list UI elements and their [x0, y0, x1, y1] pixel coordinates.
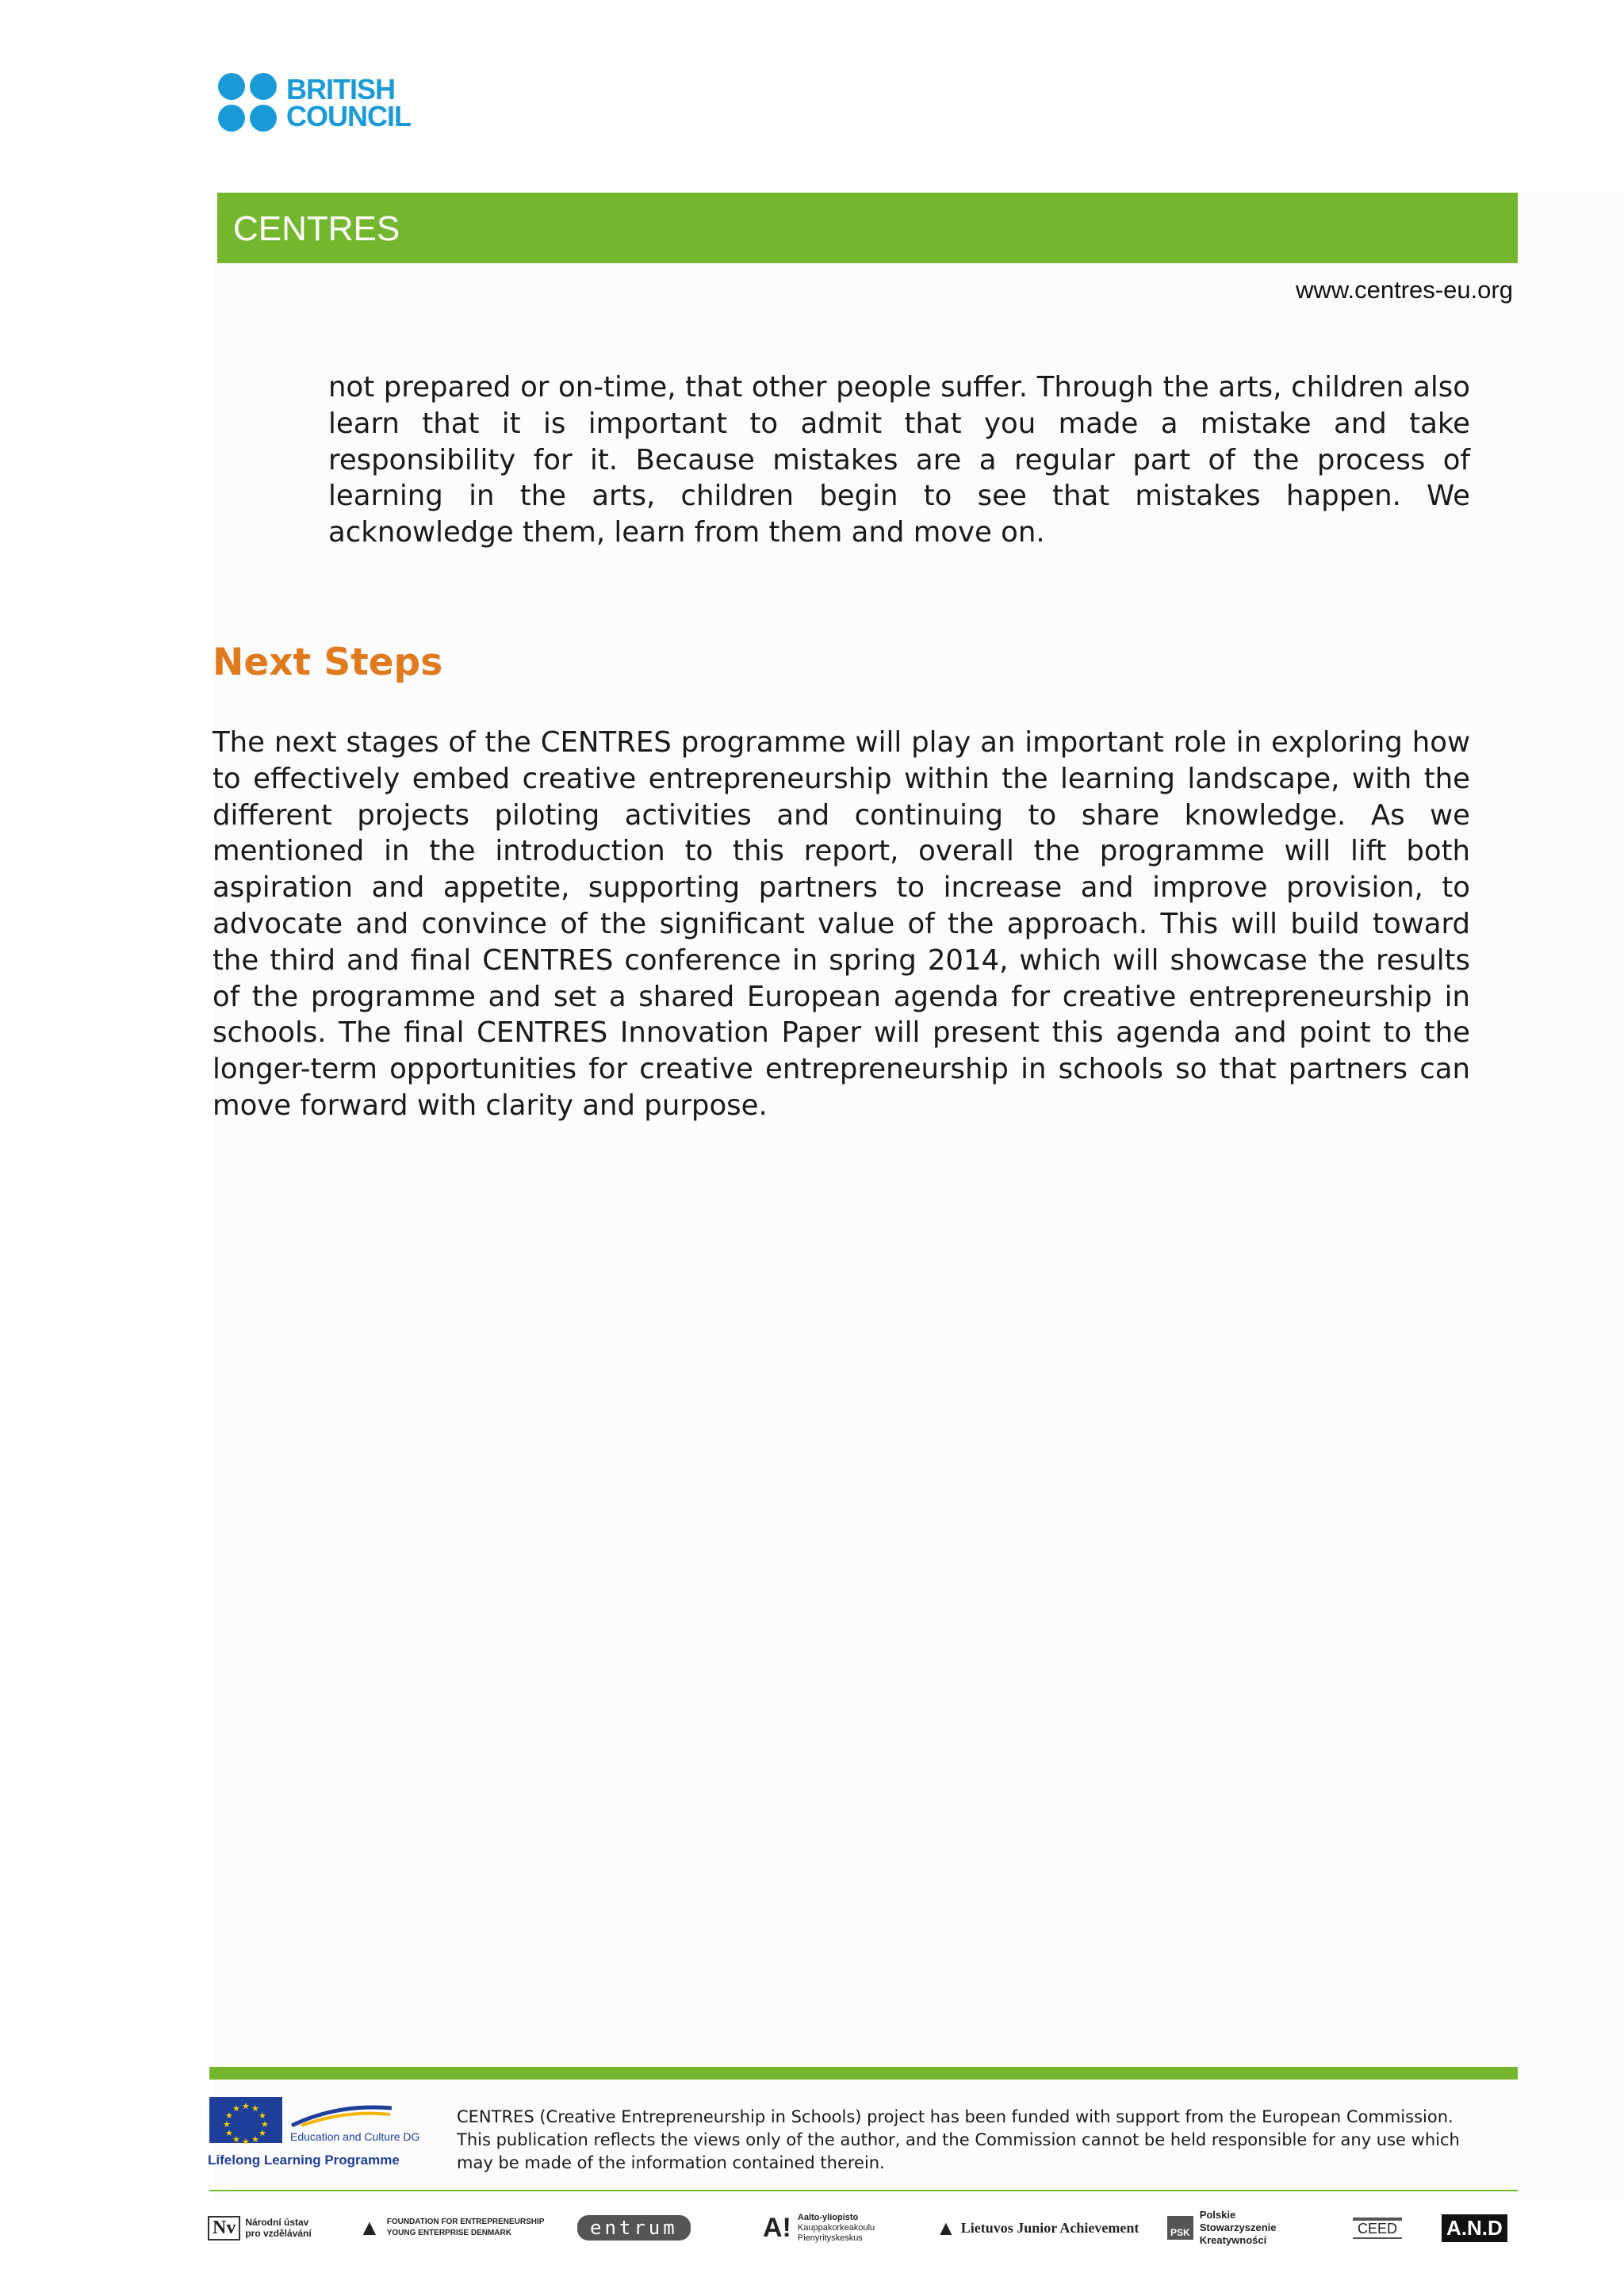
- main-paragraph: The next stages of the CENTRES programme will play an important role in exploring how to effectively embed creative entrepreneurship within the learning landscape, with the different projects piloting activities and continuing to share knowledge. As we mentioned in the introduction to this report, overall the programme will lift both aspiration and appetite, supporting partners to increase and improve provision, to advocate and convince of the significant value of the approach. This will build toward the third and final CENTRES conference in spring 2014, which will showcase the results of the programme and set a shared European agenda for creative entrepreneurship in schools. The final CENTRES Innovation Paper will present this agenda and point to the longer-term opportunities for creative entrepreneurship in schools so that partners can move forward with clarity and purpose.: [213, 726, 1470, 1122]
- intro-paragraph: not prepared or on-time, that other people suffer. Through the arts, children also learn that it is important to admit that you made a mistake and take responsibility for it. Because mistakes are a regular part of the process of learning in the arts, children begin to see that mistakes happen. We acknowledge them, learn from them and move on.: [328, 371, 1470, 549]
- partner-ffe-logo: [358, 2202, 549, 2253]
- footer-thin-divider: [209, 2190, 1518, 2191]
- partner-entrum-logo: [577, 2202, 704, 2253]
- lifelong-learning-label: Lifelong Learning Programme: [208, 2152, 400, 2168]
- eu-flag-icon: ★ ★ ★ ★ ★ ★ ★ ★ ★ ★ ★ ★: [209, 2097, 282, 2143]
- logo-line-1: BRITISH: [286, 73, 395, 105]
- nuv-line-2: pro vzdělávání: [245, 2228, 312, 2239]
- partner-ceed-logo: [1334, 2202, 1421, 2253]
- document-title: CENTRES: [233, 209, 400, 248]
- ffe-line-2: YOUNG ENTERPRISE DENMARK: [386, 2229, 511, 2237]
- partner-psk-logo: [1167, 2202, 1310, 2253]
- website-url: www.centres-eu.org: [1296, 276, 1513, 304]
- funding-disclaimer: [457, 2106, 1480, 2175]
- aalto-line-3: Pienyrityskeskus: [797, 2233, 863, 2243]
- partner-and-logo: [1442, 2202, 1521, 2253]
- british-council-dots-icon: [218, 73, 278, 133]
- aalto-line-2: Kauppakorkeakoulu: [797, 2222, 875, 2233]
- education-culture-label: Education and Culture DG: [290, 2130, 420, 2143]
- logo-line-2: COUNCIL: [286, 100, 411, 132]
- and-label: A.N.D: [1442, 2214, 1507, 2242]
- lja-label: Lietuvos Junior Achievement: [960, 2219, 1139, 2236]
- nuv-mark-icon: Nv: [208, 2216, 240, 2241]
- footer-divider: [209, 2067, 1518, 2080]
- british-council-logo: [218, 73, 411, 133]
- education-swoosh-icon: [290, 2103, 393, 2127]
- partner-logos: [208, 2202, 1521, 2253]
- entrum-text: entrum: [577, 2215, 691, 2241]
- ffe-line-1: FOUNDATION FOR ENTREPRENEURSHIP: [386, 2218, 545, 2226]
- section-heading: Next Steps: [213, 641, 443, 684]
- disclaimer-line: CENTRES (Creative Entrepreneurship in Schools) project has been funded with support from the European Commission.: [457, 2107, 1454, 2126]
- partner-aalto-logo: [763, 2202, 914, 2253]
- ceed-label: CEED: [1353, 2218, 1402, 2239]
- nuv-line-1: Národní ústav: [245, 2217, 309, 2228]
- partner-nuv-logo: [208, 2202, 327, 2253]
- disclaimer-line: This publication reflects the views only of the author, and the Commission cannot be held responsible for any use which: [457, 2130, 1460, 2149]
- partner-lja-logo: [936, 2202, 1142, 2253]
- psk-line-3: Kreatywności: [1199, 2234, 1267, 2246]
- disclaimer-line: may be made of the information contained therein.: [457, 2153, 885, 2172]
- lja-triangle-icon: ▲: [936, 2215, 956, 2240]
- document-title-bar: [217, 193, 1518, 263]
- aalto-line-1: Aalto-yliopisto: [797, 2212, 859, 2222]
- psk-mark: PSK: [1167, 2216, 1193, 2240]
- psk-line-1: Polskie: [1199, 2209, 1236, 2221]
- ffe-triangle-icon: ▲: [358, 2215, 381, 2240]
- psk-line-2: Stowarzyszenie: [1199, 2221, 1277, 2233]
- eu-funding-logo: [208, 2097, 420, 2176]
- aalto-mark: A!: [763, 2212, 791, 2243]
